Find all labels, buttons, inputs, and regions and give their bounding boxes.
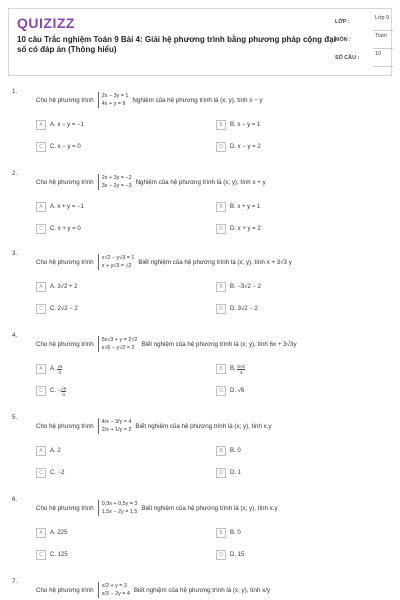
question-prefix: Cho hệ phương trình	[36, 340, 94, 348]
option-a[interactable]	[36, 282, 77, 292]
fraction-numerator: √6	[61, 385, 67, 391]
option-b[interactable]	[216, 202, 260, 212]
question-suffix: Biết nghiệm của hệ phương trình là (x; y), tính 6x + 3√3y	[141, 340, 297, 348]
option-letter: A	[36, 120, 46, 130]
option-letter: B	[216, 364, 226, 374]
option-letter: D	[216, 224, 226, 234]
option-a[interactable]	[36, 446, 61, 456]
option-c[interactable]	[36, 386, 66, 396]
equation-2: x√6 − y√2 = 2	[101, 345, 135, 351]
option-a[interactable]	[36, 364, 62, 374]
option-c[interactable]	[36, 304, 78, 314]
option-text: A. x + y = −1	[50, 204, 84, 210]
equation-2: x/3 − 2y = 4	[101, 591, 130, 597]
equation-2: 3x − 2y = −3	[101, 183, 132, 189]
question-suffix: Biết nghiệm của hệ phương trình là (x; y), tính x/y	[133, 586, 271, 594]
option-text: B. 0	[230, 530, 241, 536]
option-letter: A	[36, 364, 46, 374]
option-letter: C	[36, 304, 46, 314]
question-suffix: Nghiệm của hệ phương trình là (x; y), tính x − y	[132, 96, 263, 104]
option-letter: B	[216, 528, 226, 538]
option-letter: A	[36, 202, 46, 212]
option-d[interactable]	[216, 550, 244, 560]
option-b[interactable]	[216, 120, 260, 130]
question-1	[8, 88, 392, 158]
option-text: A.	[50, 366, 56, 372]
option-letter: B	[216, 446, 226, 456]
option-letter: D	[216, 304, 226, 314]
option-letter: B	[216, 282, 226, 292]
option-text: C. 125	[50, 552, 68, 558]
option-b[interactable]	[216, 364, 245, 374]
question-5	[8, 414, 392, 484]
option-letter: A	[36, 528, 46, 538]
option-letter: A	[36, 446, 46, 456]
worksheet-meta	[335, 15, 393, 69]
equation-system	[98, 174, 132, 190]
option-letter: C	[36, 468, 46, 478]
mon-value: Toán	[375, 33, 387, 39]
option-c[interactable]	[36, 224, 81, 234]
question-number: 5.	[12, 414, 18, 421]
option-d[interactable]	[216, 224, 261, 234]
option-d[interactable]	[216, 386, 244, 396]
equation-1: 5x√3 + y = 2√2	[101, 337, 138, 343]
question-statement	[36, 418, 272, 434]
question-prefix: Cho hệ phương trình	[36, 504, 94, 512]
option-c[interactable]	[36, 142, 81, 152]
option-text: A. 225	[50, 530, 68, 536]
option-text: B. 0	[230, 448, 241, 454]
question-prefix: Cho hệ phương trình	[36, 422, 94, 430]
option-letter: C	[36, 224, 46, 234]
option-letter: D	[216, 386, 226, 396]
option-text: D. 15	[230, 552, 245, 558]
option-text: A. x − y = −1	[50, 122, 84, 128]
option-text: D. 3√2 − 2	[230, 306, 258, 312]
fraction-denominator: 3	[58, 369, 62, 375]
option-letter: A	[36, 282, 46, 292]
equation-1: 2x − 3y = 1	[101, 93, 129, 99]
option-c[interactable]	[36, 468, 65, 478]
fraction	[57, 364, 62, 375]
equation-system	[98, 500, 138, 516]
equation-1: 2x + 3y = −2	[101, 175, 132, 181]
question-prefix: Cho hệ phương trình	[36, 258, 94, 266]
fraction-denominator: 3	[62, 391, 65, 397]
question-suffix: Biết nghiệm của hệ phương trình là (x; y), tính x.y	[141, 504, 278, 512]
equation-1: 4/x − 3/y = 4	[101, 419, 132, 425]
question-prefix: Cho hệ phương trình	[36, 586, 94, 594]
option-text: B.	[230, 366, 236, 372]
fraction	[61, 386, 66, 397]
equation-2: 4x + y = 9	[101, 101, 126, 107]
question-number: 2.	[12, 170, 18, 177]
question-statement	[36, 174, 266, 190]
question-statement	[36, 336, 297, 352]
socau-value: 10	[375, 51, 381, 57]
question-prefix: Cho hệ phương trình	[36, 96, 94, 104]
equation-1: x/2 + y = 3	[101, 583, 127, 589]
option-letter: B	[216, 120, 226, 130]
question-statement	[36, 582, 270, 598]
question-4	[8, 332, 392, 402]
option-b[interactable]	[216, 446, 241, 456]
option-a[interactable]	[36, 528, 67, 538]
question-statement	[36, 254, 292, 270]
quizizz-logo: QUIZIZZ	[17, 15, 75, 31]
option-text: C. 2√2 − 2	[50, 306, 78, 312]
option-letter: C	[36, 550, 46, 560]
equation-system	[98, 254, 135, 270]
fraction-denominator: 3	[239, 369, 243, 375]
question-suffix: Biết nghiệm của hệ phương trình là (x; y), tính x.y	[135, 422, 272, 430]
option-c[interactable]	[36, 550, 68, 560]
equation-2: 1,5x − 2y = 1,5	[101, 509, 138, 515]
equation-system	[98, 336, 138, 352]
option-text: B. −3√2 − 2	[230, 284, 261, 290]
equation-system	[98, 92, 129, 108]
option-text: A. 3√2 + 2	[50, 284, 78, 290]
fraction-numerator: 5√6	[237, 363, 245, 369]
fraction	[237, 364, 244, 375]
worksheet-title: 10 câu Trắc nghiệm Toán 9 Bài 4: Giải hệ phương trình bằng phương pháp cộng đại số có đáp án (Thông hiểu)	[17, 35, 336, 54]
mon-label: MÔN :	[335, 37, 351, 43]
equation-system	[98, 418, 132, 434]
equation-2: 2/x + 1/y = 2	[101, 427, 132, 433]
option-letter: C	[36, 142, 46, 152]
question-number: 1.	[12, 88, 18, 95]
option-text: C. x − y = 0	[50, 144, 81, 150]
question-7	[8, 578, 392, 600]
option-a[interactable]	[36, 202, 84, 212]
option-d[interactable]	[216, 304, 258, 314]
question-number: 3.	[12, 250, 18, 257]
question-prefix: Cho hệ phương trình	[36, 178, 94, 186]
question-suffix: Biết nghiệm của hệ phương trình là (x; y), tính x + 3√3 y	[138, 258, 292, 266]
equation-system	[98, 582, 130, 598]
option-text: D. x − y = 2	[230, 144, 261, 150]
option-letter: B	[216, 202, 226, 212]
option-text: C. x + y = 0	[50, 226, 81, 232]
option-letter: D	[216, 142, 226, 152]
option-text: B. x − y = 1	[230, 122, 261, 128]
equation-1: x√2 − y√3 = 1	[101, 255, 135, 261]
option-text: C. −2	[50, 470, 65, 476]
question-number: 6.	[12, 496, 18, 503]
option-b[interactable]	[216, 282, 261, 292]
option-text: B. x + y = 1	[230, 204, 261, 210]
lop-label: LỚP :	[335, 19, 350, 25]
option-a[interactable]	[36, 120, 84, 130]
question-3	[8, 250, 392, 320]
question-number: 7.	[12, 578, 18, 585]
option-text: D. 1	[230, 470, 242, 476]
fraction-numerator: √6	[57, 363, 63, 369]
option-b[interactable]	[216, 528, 241, 538]
option-text: D. x + y = 2	[230, 226, 261, 232]
option-d[interactable]	[216, 142, 261, 152]
lop-value: Lớp 9	[375, 15, 390, 21]
question-statement	[36, 500, 278, 516]
equation-2: x + y√3 = √2	[101, 263, 132, 269]
question-2	[8, 170, 392, 240]
option-letter: D	[216, 550, 226, 560]
socau-label: SỐ CÂU :	[335, 55, 360, 61]
question-number: 4.	[12, 332, 18, 339]
question-6	[8, 496, 392, 566]
equation-1: 0,3x + 0,5y = 3	[101, 501, 138, 507]
question-suffix: Nghiệm của hệ phương trình là (x; y), tính x + y	[135, 178, 266, 186]
question-statement	[36, 92, 263, 108]
option-letter: D	[216, 468, 226, 478]
option-text: A. 2	[50, 448, 61, 454]
option-letter: C	[36, 386, 46, 396]
option-d[interactable]	[216, 468, 241, 478]
option-text: D. √6	[230, 388, 245, 394]
option-text: C. −	[50, 388, 62, 394]
worksheet-header	[8, 8, 392, 76]
